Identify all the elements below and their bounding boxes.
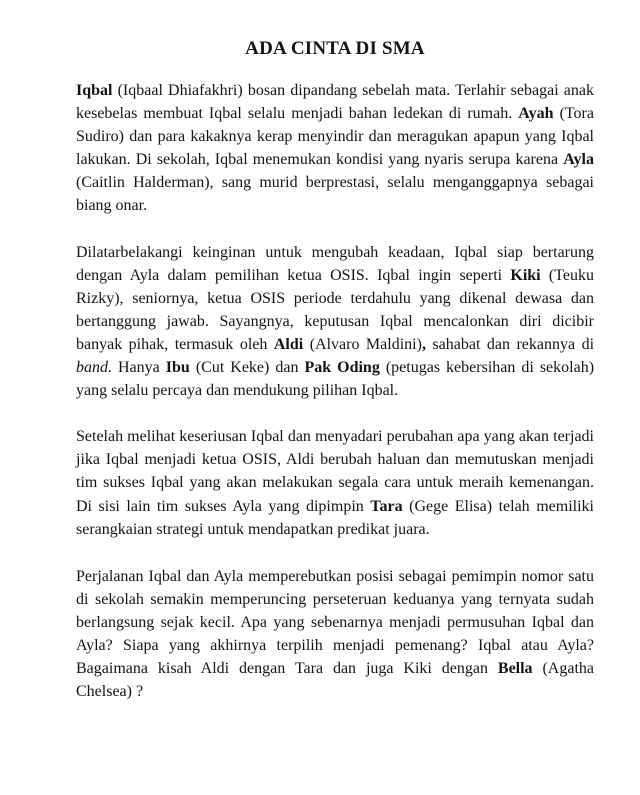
name-ayla: Ayla xyxy=(563,151,594,169)
name-ayah: Ayah xyxy=(518,105,554,123)
synopsis-paragraph-4 xyxy=(76,565,594,704)
text-segment: (Agatha Chelsea) ? xyxy=(76,660,595,701)
text-segment: (Iqbaal Dhiafakhri) bosan dipandang sebelah mata. Terlahir sebagai anak kesebelas membuat Iqbal selalu menjadi bahan ledekan di rumah. xyxy=(76,82,594,123)
synopsis-paragraph-2 xyxy=(76,241,594,403)
synopsis-paragraph-3 xyxy=(76,425,594,540)
name-ibu: Ibu xyxy=(165,359,190,377)
name-kiki: Kiki xyxy=(510,266,541,284)
document-title: ADA CINTA DI SMA xyxy=(245,38,425,59)
synopsis-paragraph-1 xyxy=(76,79,594,218)
text-segment: (Gege Elisa) telah memiliki serangkaian strategi untuk mendapatkan predikat juara. xyxy=(76,497,594,538)
name-aldi: Aldi xyxy=(273,335,304,353)
text-segment: Dilatarbelakangi keinginan untuk mengubah keadaan, Iqbal siap bertarung dengan Ayla dalam pemilihan ketua OSIS. Iqbal ingin seperti xyxy=(76,243,594,284)
name-bella: Bella xyxy=(497,660,533,678)
italic-band: band. xyxy=(76,359,112,377)
text-segment: (Caitlin Halderman), sang murid berprestasi, selalu menganggapnya sebagai biang onar. xyxy=(76,174,594,215)
text-segment: Hanya xyxy=(112,359,166,377)
text-segment: (Alvaro Maldini) xyxy=(303,335,422,353)
bold-comma: , xyxy=(421,335,426,353)
name-tara: Tara xyxy=(370,497,403,515)
text-segment: (petugas kebersihan di sekolah) yang selalu percaya dan mendukung pilihan Iqbal. xyxy=(76,359,595,400)
text-segment: sahabat dan rekannya di xyxy=(425,335,595,353)
text-segment: (Cut Keke) dan xyxy=(189,359,305,377)
name-iqbal: Iqbal xyxy=(76,82,113,99)
text-segment: (Teuku Rizky), seniornya, ketua OSIS periode terdahulu yang dikenal dewasa dan bertanggung jawab. Sayangnya, keputusan Iqbal mencalonkan diri dicibir banyak pihak, termasuk oleh xyxy=(76,266,594,353)
text-segment: (Tora Sudiro) dan para kakaknya kerap menyindir dan meragukan apapun yang Iqbal lakukan. Di sekolah, Iqbal menemukan kondisi yang nyaris serupa karena xyxy=(76,105,594,169)
name-pak-oding: Pak Oding xyxy=(304,359,380,377)
text-segment: Setelah melihat keseriusan Iqbal dan menyadari perubahan apa yang akan terjadi jika Iqbal menjadi ketua OSIS, Aldi berubah haluan dan memutuskan menjadi tim sukses Iqbal yang akan melakukan segala cara untuk meraih kemenangan. Di sisi lain tim sukses Ayla yang dipimpin xyxy=(76,428,594,515)
text-segment: Perjalanan Iqbal dan Ayla memperebutkan posisi sebagai pemimpin nomor satu di sekolah semakin memperuncing perseteruan keduanya yang ternyata sudah berlangsung sejak kecil. Apa yang sebenarnya menjadi permusuhan Iqbal dan Ayla? Siapa yang akhirnya terpilih menjadi pemenang? Iqbal atau Ayla? Bagaimana kisah Aldi dengan Tara dan juga Kiki dengan xyxy=(76,567,594,678)
